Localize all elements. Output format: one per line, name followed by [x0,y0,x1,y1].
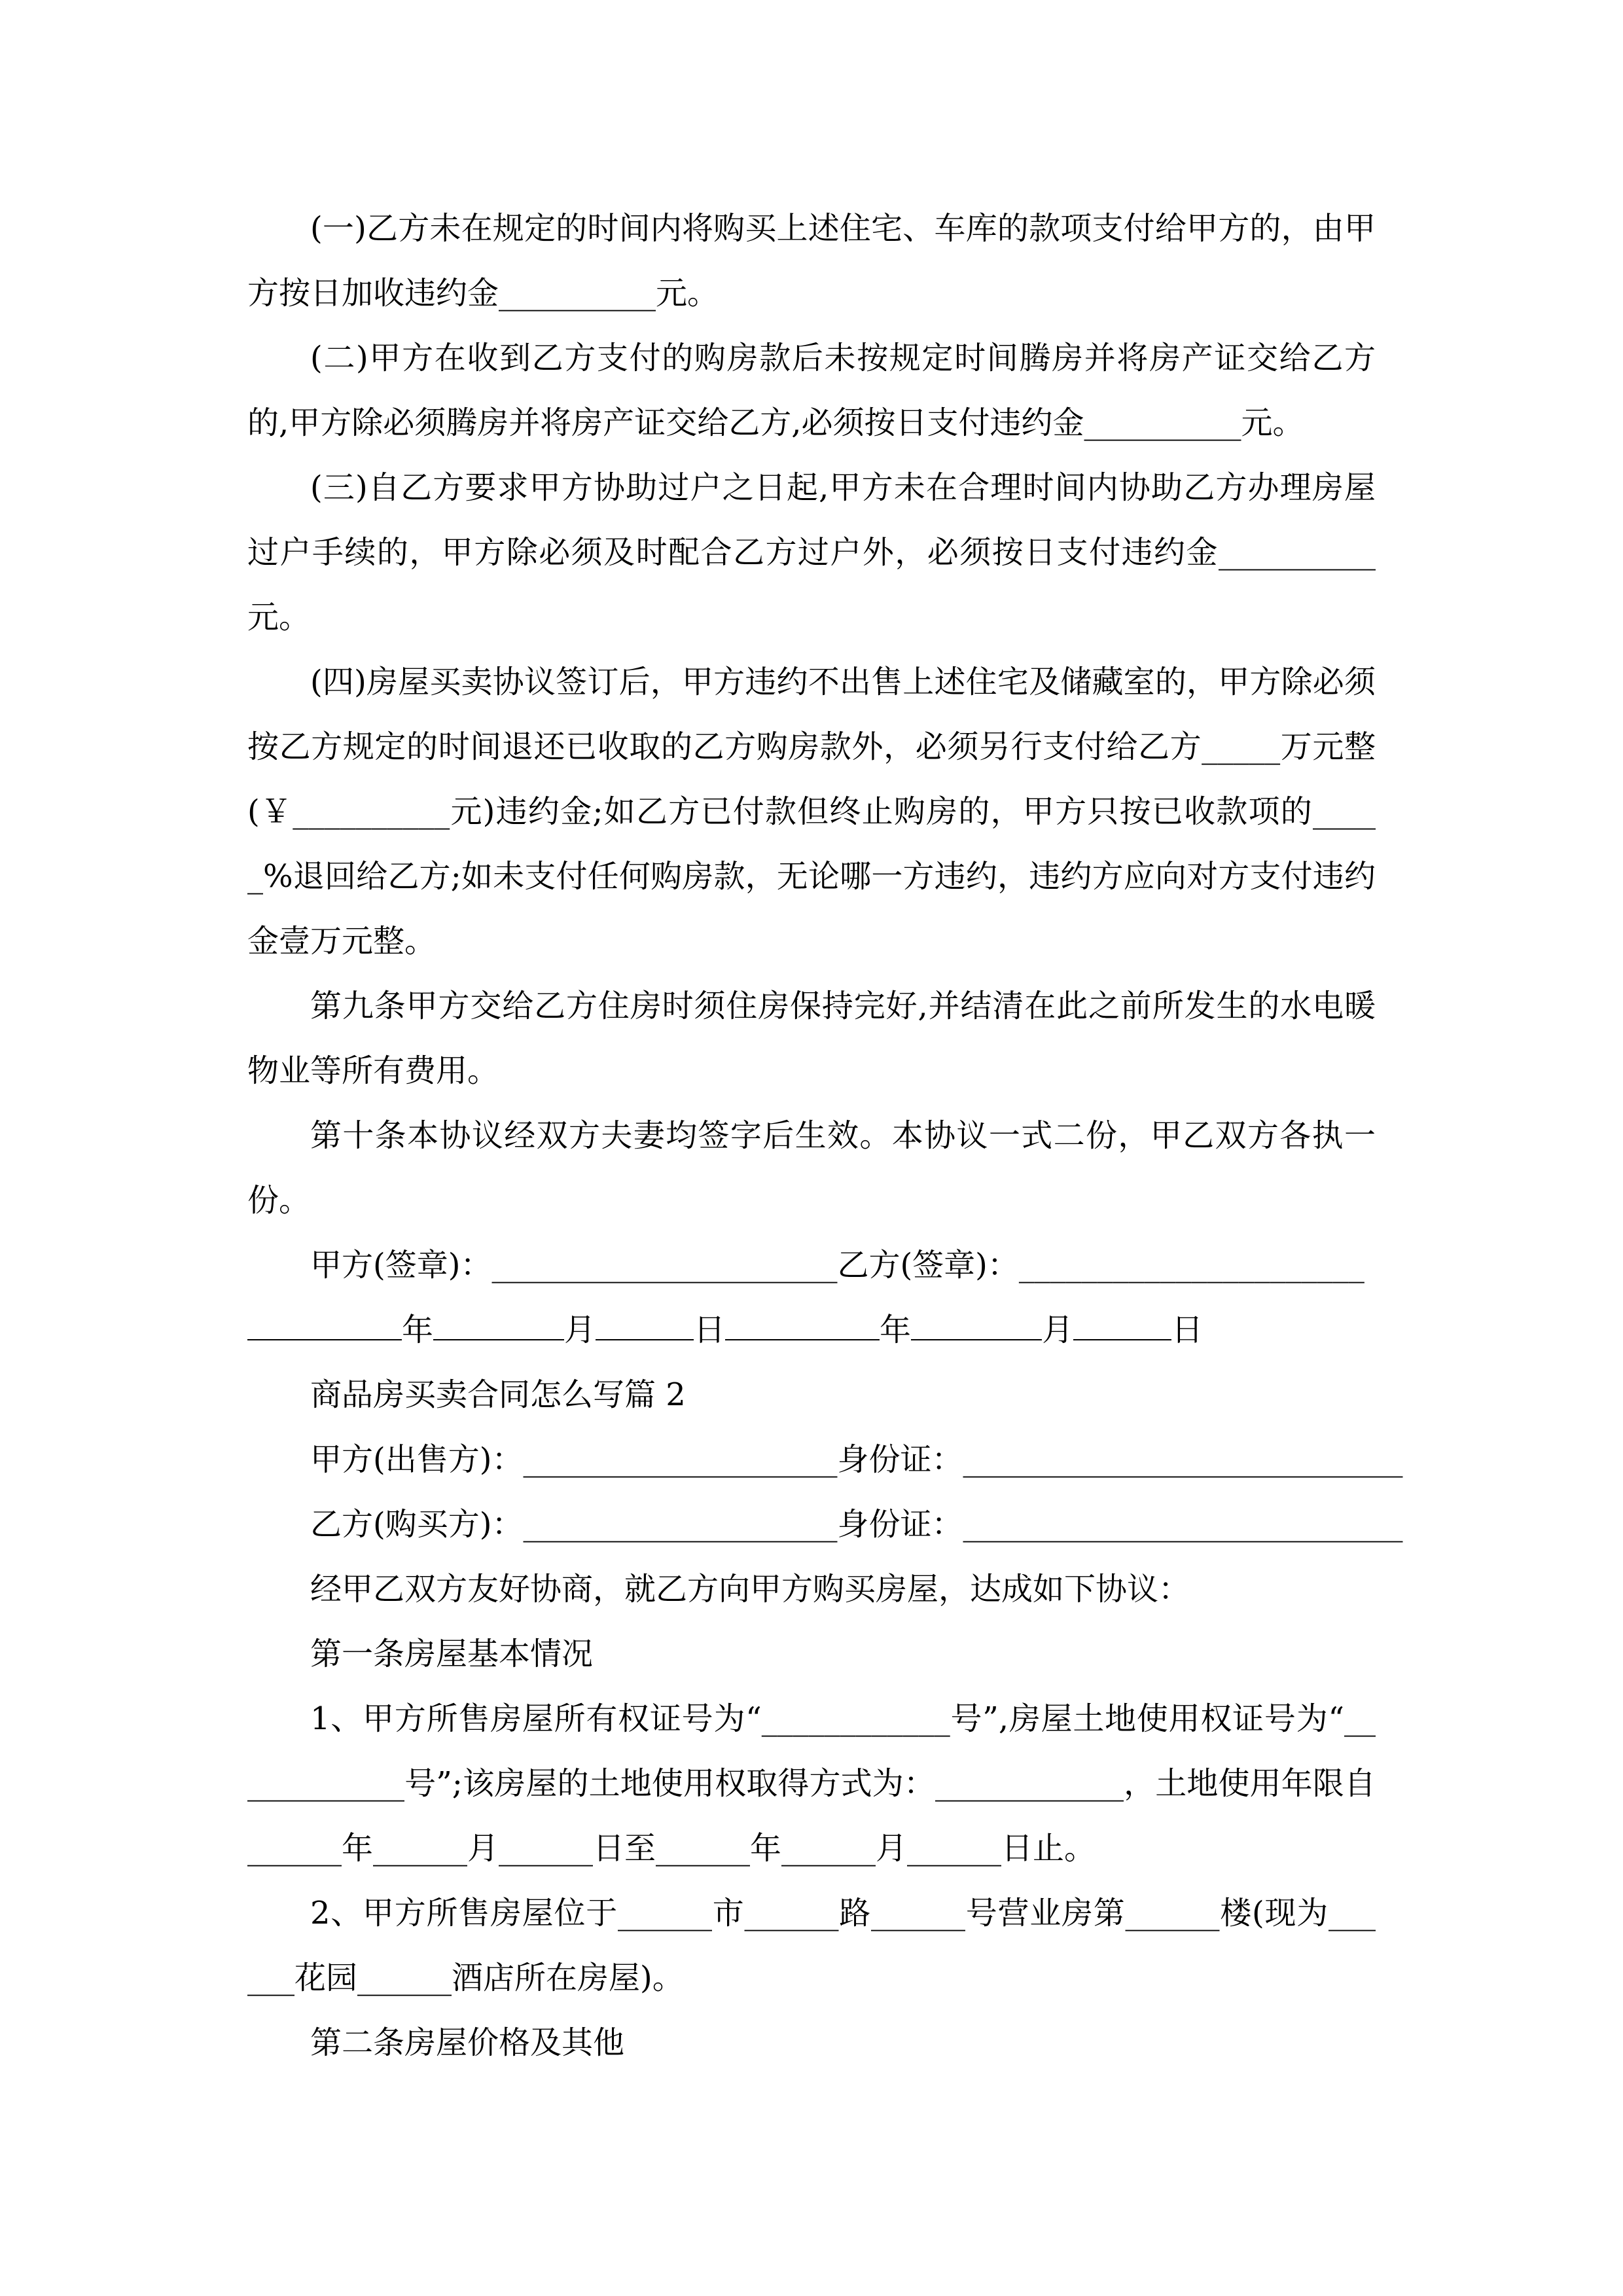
day-label: 日 [694,1312,726,1348]
date-blank [247,1313,402,1340]
year-label: 年 [402,1312,434,1348]
intro-line: 经甲乙双方友好协商，就乙方向甲方购买房屋，达成如下协议： [310,1571,1190,1607]
party-a-line: 甲方(出售方)：____________________身份证：____________________________ [310,1441,1403,1478]
month-label: 月 [564,1312,596,1348]
year-label: 年 [880,1312,912,1348]
document-body [247,196,1403,2075]
article-1-title: 第一条房屋基本情况 [310,1636,594,1672]
article-2-title: 第二条房屋价格及其他 [310,2024,625,2061]
date-line [247,1298,1376,1363]
item-2-paragraph: 2、甲方所售房屋位于______市______路______号营业房第______楼(现为______花园______酒店所在房屋)。 [247,1895,1376,1996]
clause-2-paragraph: (二)甲方在收到乙方支付的购房款后未按规定时间腾房并将房产证交给乙方的,甲方除必须腾房并将房产证交给乙方,必须按日支付违约金__________元。 [247,340,1376,441]
date-blank [725,1313,880,1340]
clause-1-paragraph: (一)乙方未在规定的时间内将购买上述住宅、车库的款项支付给甲方的，由甲方按日加收违约金__________元。 [247,210,1376,312]
clause-3-paragraph: (三)自乙方要求甲方协助过户之日起,甲方未在合理时间内协助乙方办理房屋过户手续的，甲方除必须及时配合乙方过户外，必须按日支付违约金__________元。 [247,469,1376,636]
item-1-paragraph: 1、甲方所售房屋所有权证号为“____________号”,房屋土地使用权证号为“____________号”;该房屋的土地使用权取得方式为：____________，土地使用年限自______年______月______日至______年______月______日止。 [247,1700,1376,1867]
date-blank [911,1313,1042,1340]
party-b-line: 乙方(购买方)：____________________身份证：____________________________ [310,1506,1403,1543]
article-9-paragraph: 第九条甲方交给乙方住房时须住房保持完好,并结清在此之前所发生的水电暖物业等所有费用。 [247,988,1376,1089]
month-label: 月 [1042,1312,1074,1348]
date-blank [1073,1313,1171,1340]
section-title: 商品房买卖合同怎么写篇 2 [310,1376,686,1413]
article-10-paragraph: 第十条本协议经双方夫妻均签字后生效。本协议一式二份，甲乙双方各执一份。 [247,1117,1376,1219]
day-label: 日 [1171,1312,1204,1348]
clause-4-paragraph: (四)房屋买卖协议签订后，甲方违约不出售上述住宅及储藏室的，甲方除必须按乙方规定的时间退还已收取的乙方购房款外，必须另行支付给乙方_____万元整(￥__________元)违约金;如乙方已付款但终止购房的，甲方只按已收款项的_____%退回给乙方;如未支付任何购房款，无论哪一方违约，违约方应向对方支付违约金壹万元整。 [247,664,1376,960]
date-blank [596,1313,694,1340]
signature-line: 甲方(签章)：______________________乙方(签章)：______________________ [310,1247,1364,1283]
date-blank [433,1313,564,1340]
